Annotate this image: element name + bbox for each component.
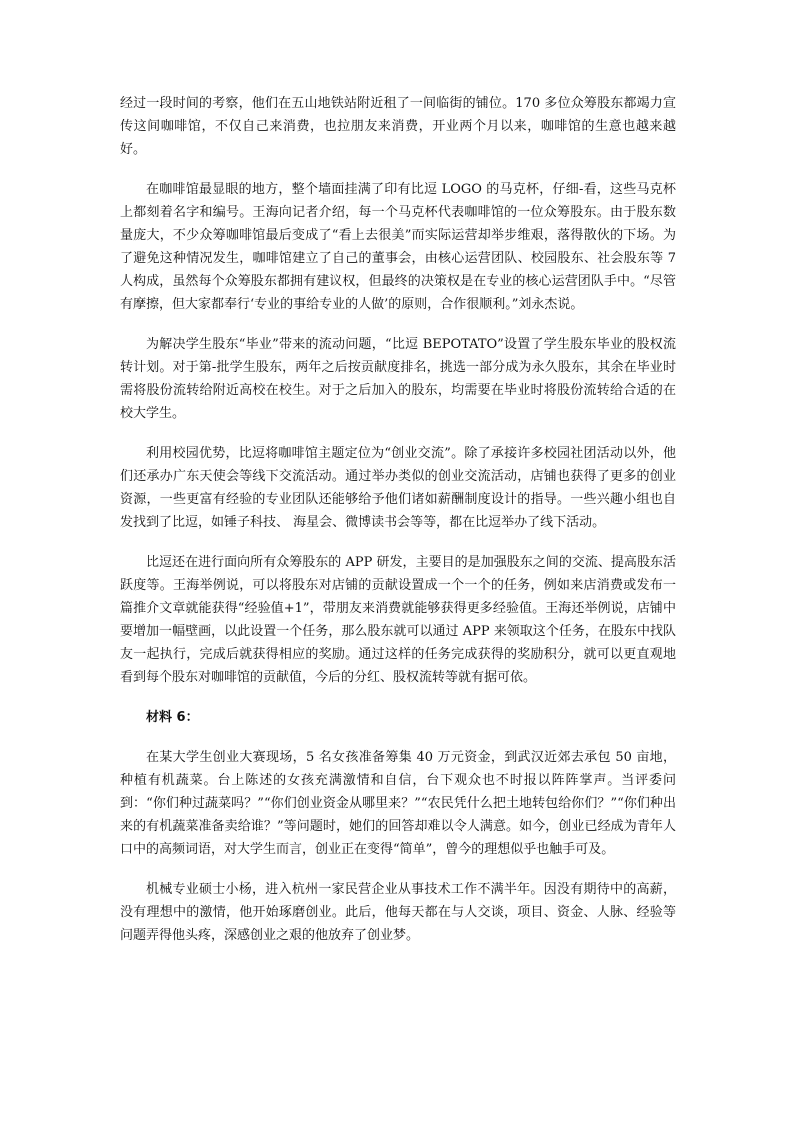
paragraph-4: 利用校园优势，比逗将咖啡馆主题定位为“创业交流”。除了承接许多校园社团活动以外，他们还承办广东天使会等线下交流活动。通过举办类似的创业交流活动，店铺也获得了更多的创业资源，一些更富有经验的专业团队还能够给予他们诸如薪酬制度设计的指导。一些兴趣小组也自发找到了比逗，如锤子科技、 海星会、微博读书会等等，都在比逗举办了线下活动。 xyxy=(120,446,676,530)
paragraph-7: 机械专业硕士小杨，进入杭州一家民营企业从事技术工作不满半年。因没有期待中的高薪，没有理想中的激情，他开始琢磨创业。此后，他每天都在与人交谈，项目、资金、人脉、经验等问题弄得他头疼，深感创业之艰的他放弃了创业梦。 xyxy=(120,882,676,943)
document-page xyxy=(120,92,676,964)
section-heading: 材料 6： xyxy=(146,710,199,725)
paragraph-2: 在咖啡馆最显眼的地方，整个墙面挂满了印有比逗 LOGO 的马克杯，仔细-看，这些马克杯上都刻着名字和编号。王海向记者介绍，每一个马克杯代表咖啡馆的一位众筹股东。由于股东数量庞大，不少众筹咖啡馆最后变成了“看上去很美”而实际运营却举步维艰，落得散伙的下场。为了避免这种情况发生，咖啡馆建立了自己的董事会，由核心运营团队、校园股东、社会股东等 7 人构成，虽然每个众筹股东都拥有建议权，但最终的决策权是在专业的核心运营团队手中。“尽管有摩擦，但大家都奉行‘专业的事给专业的人做’的原则，合作很顺利。”刘永杰说。 xyxy=(120,182,676,312)
paragraph-1: 经过一段时间的考察，他们在五山地铁站附近租了一间临街的铺位。170 多位众筹股东都竭力宣传这间咖啡馆，不仅自己来消费，也拉朋友来消费，开业两个月以来，咖啡馆的生意也越来越好。 xyxy=(120,96,676,157)
paragraph-6: 在某大学生创业大赛现场，5 名女孩准备筹集 40 万元资金，到武汉近郊去承包 50 亩地，种植有机蔬菜。台上陈述的女孩充满激情和自信，台下观众也不时报以阵阵掌声。当评委问到：“你们种过蔬菜吗？”“你们创业资金从哪里来？”“农民凭什么把土地转包给你们？”“你们种出来的有机蔬菜准备卖给谁？”等问题时，她们的回答却难以令人满意。如今，创业已经成为青年人口中的高频词语，对大学生而言，创业正在变得“简单”，曾今的理想似乎也触手可及。 xyxy=(120,750,676,857)
paragraph-3: 为解决学生股东“毕业”带来的流动问题，“比逗 BEPOTATO”设置了学生股东毕业的股权流转计划。对于第-批学生股东，两年之后按贡献度排名，挑选一部分成为永久股东，其余在毕业时需将股份流转给附近高校在校生。对于之后加入的股东，均需要在毕业时将股份流转给合适的在校大学生。 xyxy=(120,337,676,421)
paragraph-5: 比逗还在进行面向所有众筹股东的 APP 研发，主要目的是加强股东之间的交流、提高股东活跃度等。王海举例说，可以将股东对店铺的贡献设置成一个一个的任务，例如来店消费或发布一篇推介文章就能获得“经验值+1”，带朋友来消费就能够获得更多经验值。王海还举例说，店铺中要增加一幅壁画，以此设置一个任务，那么股东就可以通过 APP 来领取这个任务，在股东中找队友一起执行，完成后就获得相应的奖励。通过这样的任务完成获得的奖励积分，就可以更直观地看到每个股东对咖啡馆的贡献值，今后的分红、股权流转等就有据可依。 xyxy=(120,555,676,685)
